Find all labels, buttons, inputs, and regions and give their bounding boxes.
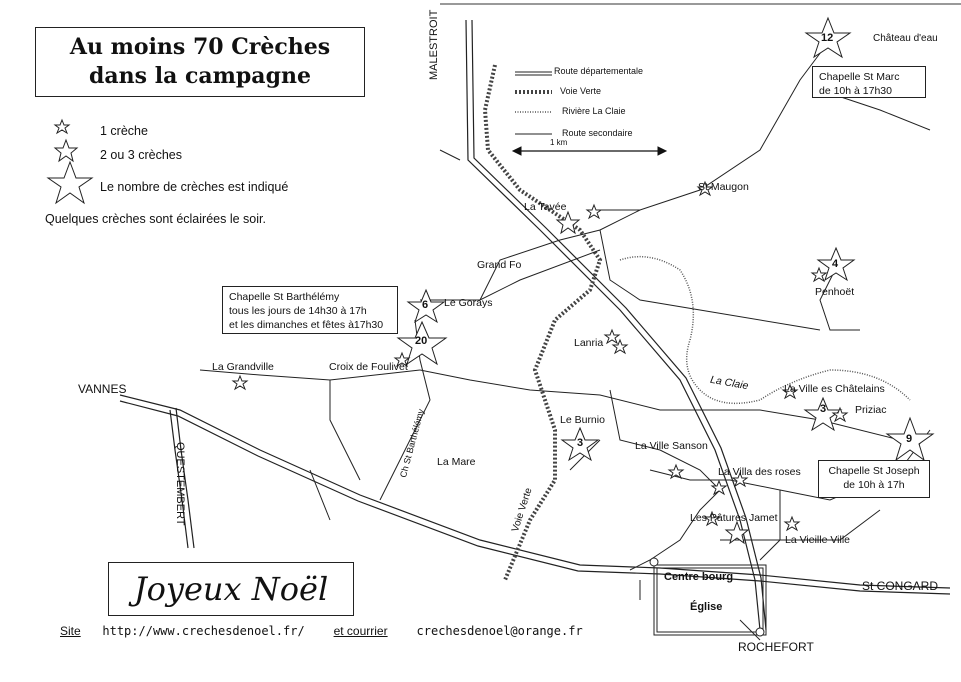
label-grandville: La Grandville xyxy=(212,361,274,373)
star-number-3b: 3 xyxy=(820,403,827,415)
star-number-6: 6 xyxy=(422,299,429,311)
map-legend-scale: 1 km xyxy=(550,138,568,147)
greeting-box: Joyeux Noël xyxy=(108,562,354,616)
info-box-st-barthelemy xyxy=(222,286,398,334)
label-lanria: Lanria xyxy=(574,337,604,349)
legend-one: 1 crèche xyxy=(100,124,148,138)
star-number-9: 9 xyxy=(906,433,913,445)
info-joseph-line2: de 10h à 17h xyxy=(843,479,905,491)
large-star-icon xyxy=(48,162,92,203)
label-barth-chemin: Ch St Barthélémy xyxy=(398,407,426,479)
title-box xyxy=(35,27,365,97)
legend-stars xyxy=(48,120,92,203)
map-legend-samples xyxy=(515,72,552,134)
label-vannes: VANNES xyxy=(78,382,127,396)
info-barth-line3: et les dimanches et fêtes à17h30 xyxy=(229,319,384,331)
star-grandville-icon xyxy=(233,376,247,389)
label-claie: La Claie xyxy=(709,373,750,393)
legend-note: Quelques crèches sont éclairées le soir. xyxy=(45,212,266,226)
label-paturesjamet: Les Pâtures Jamet xyxy=(690,512,778,524)
footer-site-url[interactable]: http://www.crechesdenoel.fr/ xyxy=(102,624,305,638)
star-lanria-icon xyxy=(605,330,619,343)
info-joseph-line1: Chapelle St Joseph xyxy=(828,465,920,477)
label-questembert: QUESTEMBERT xyxy=(174,442,186,526)
label-maugon: St Maugon xyxy=(698,181,749,193)
label-burnio: Le Burnio xyxy=(560,414,605,426)
star-number-20: 20 xyxy=(415,335,428,347)
star-number-3a: 3 xyxy=(577,437,584,449)
info-marc-line1: Chapelle St Marc xyxy=(819,71,900,83)
label-rochefort: ROCHEFORT xyxy=(738,640,814,654)
scale-bar xyxy=(513,147,666,155)
label-priziac: Priziac xyxy=(855,404,887,416)
roundabout-icon-2 xyxy=(756,628,764,636)
label-vieilleville: La Vieille Ville xyxy=(785,534,850,546)
star-number-12: 12 xyxy=(821,32,834,44)
star-penhoet-icon xyxy=(812,268,826,281)
small-star-icon xyxy=(55,120,69,133)
label-grandfo: Grand Fo xyxy=(477,259,522,271)
label-malestroit: MALESTROIT xyxy=(428,9,440,80)
map-legend-riviere: Rivière La Claie xyxy=(562,106,626,116)
label-eglise: Église xyxy=(690,601,723,613)
star-roses-icon xyxy=(712,481,726,494)
legend-few: 2 ou 3 crèches xyxy=(100,148,182,162)
map-legend-route-dep: Route départementale xyxy=(554,66,644,76)
map-legend-route-sec: Route secondaire xyxy=(562,128,633,138)
map-legend-voie-verte: Voie Verte xyxy=(560,86,602,96)
roundabout-icon xyxy=(650,558,658,566)
info-barth-line2: tous les jours de 14h30 à 17h xyxy=(229,305,367,317)
medium-star-icon xyxy=(55,140,77,161)
footer-mail[interactable]: crechesdenoel@orange.fr xyxy=(416,624,583,638)
info-marc-line2: de 10h à 17h30 xyxy=(819,85,892,97)
info-barth-line1: Chapelle St Barthélémy xyxy=(229,291,340,303)
label-mare: La Mare xyxy=(437,456,476,468)
star-number-4: 4 xyxy=(832,258,839,270)
label-sanson: La Ville Sanson xyxy=(635,440,708,452)
star-tavee2-icon xyxy=(587,205,601,218)
voie-verte-track xyxy=(485,65,600,580)
label-voieverte-map: Voie Verte xyxy=(510,486,535,534)
label-penhoet: Penhoët xyxy=(815,286,855,298)
label-villaroses: La Villa des roses xyxy=(718,466,801,478)
info-box-st-joseph xyxy=(818,460,930,498)
title-line2: dans la campagne xyxy=(89,63,311,89)
title-line1: Au moins 70 Crèches xyxy=(69,34,331,60)
star-vieille-icon xyxy=(785,517,799,530)
label-chateau: Château d'eau xyxy=(873,33,938,44)
footer xyxy=(60,624,583,638)
label-bourg: Centre bourg xyxy=(664,571,734,583)
footer-site-label: Site xyxy=(60,624,81,638)
footer-mail-label: et courrier xyxy=(333,624,388,638)
label-villechat: La Ville es Châtelains xyxy=(784,383,885,395)
label-gorays: Le Gorays xyxy=(444,297,493,309)
info-box-st-marc xyxy=(812,66,926,98)
riviere-claie xyxy=(620,257,910,404)
legend-many: Le nombre de crèches est indiqué xyxy=(100,180,289,194)
label-congard: St CONGARD xyxy=(862,579,939,593)
label-tavee: La Tavée xyxy=(524,201,567,213)
label-croix: Croix de Foulivet xyxy=(329,361,408,373)
